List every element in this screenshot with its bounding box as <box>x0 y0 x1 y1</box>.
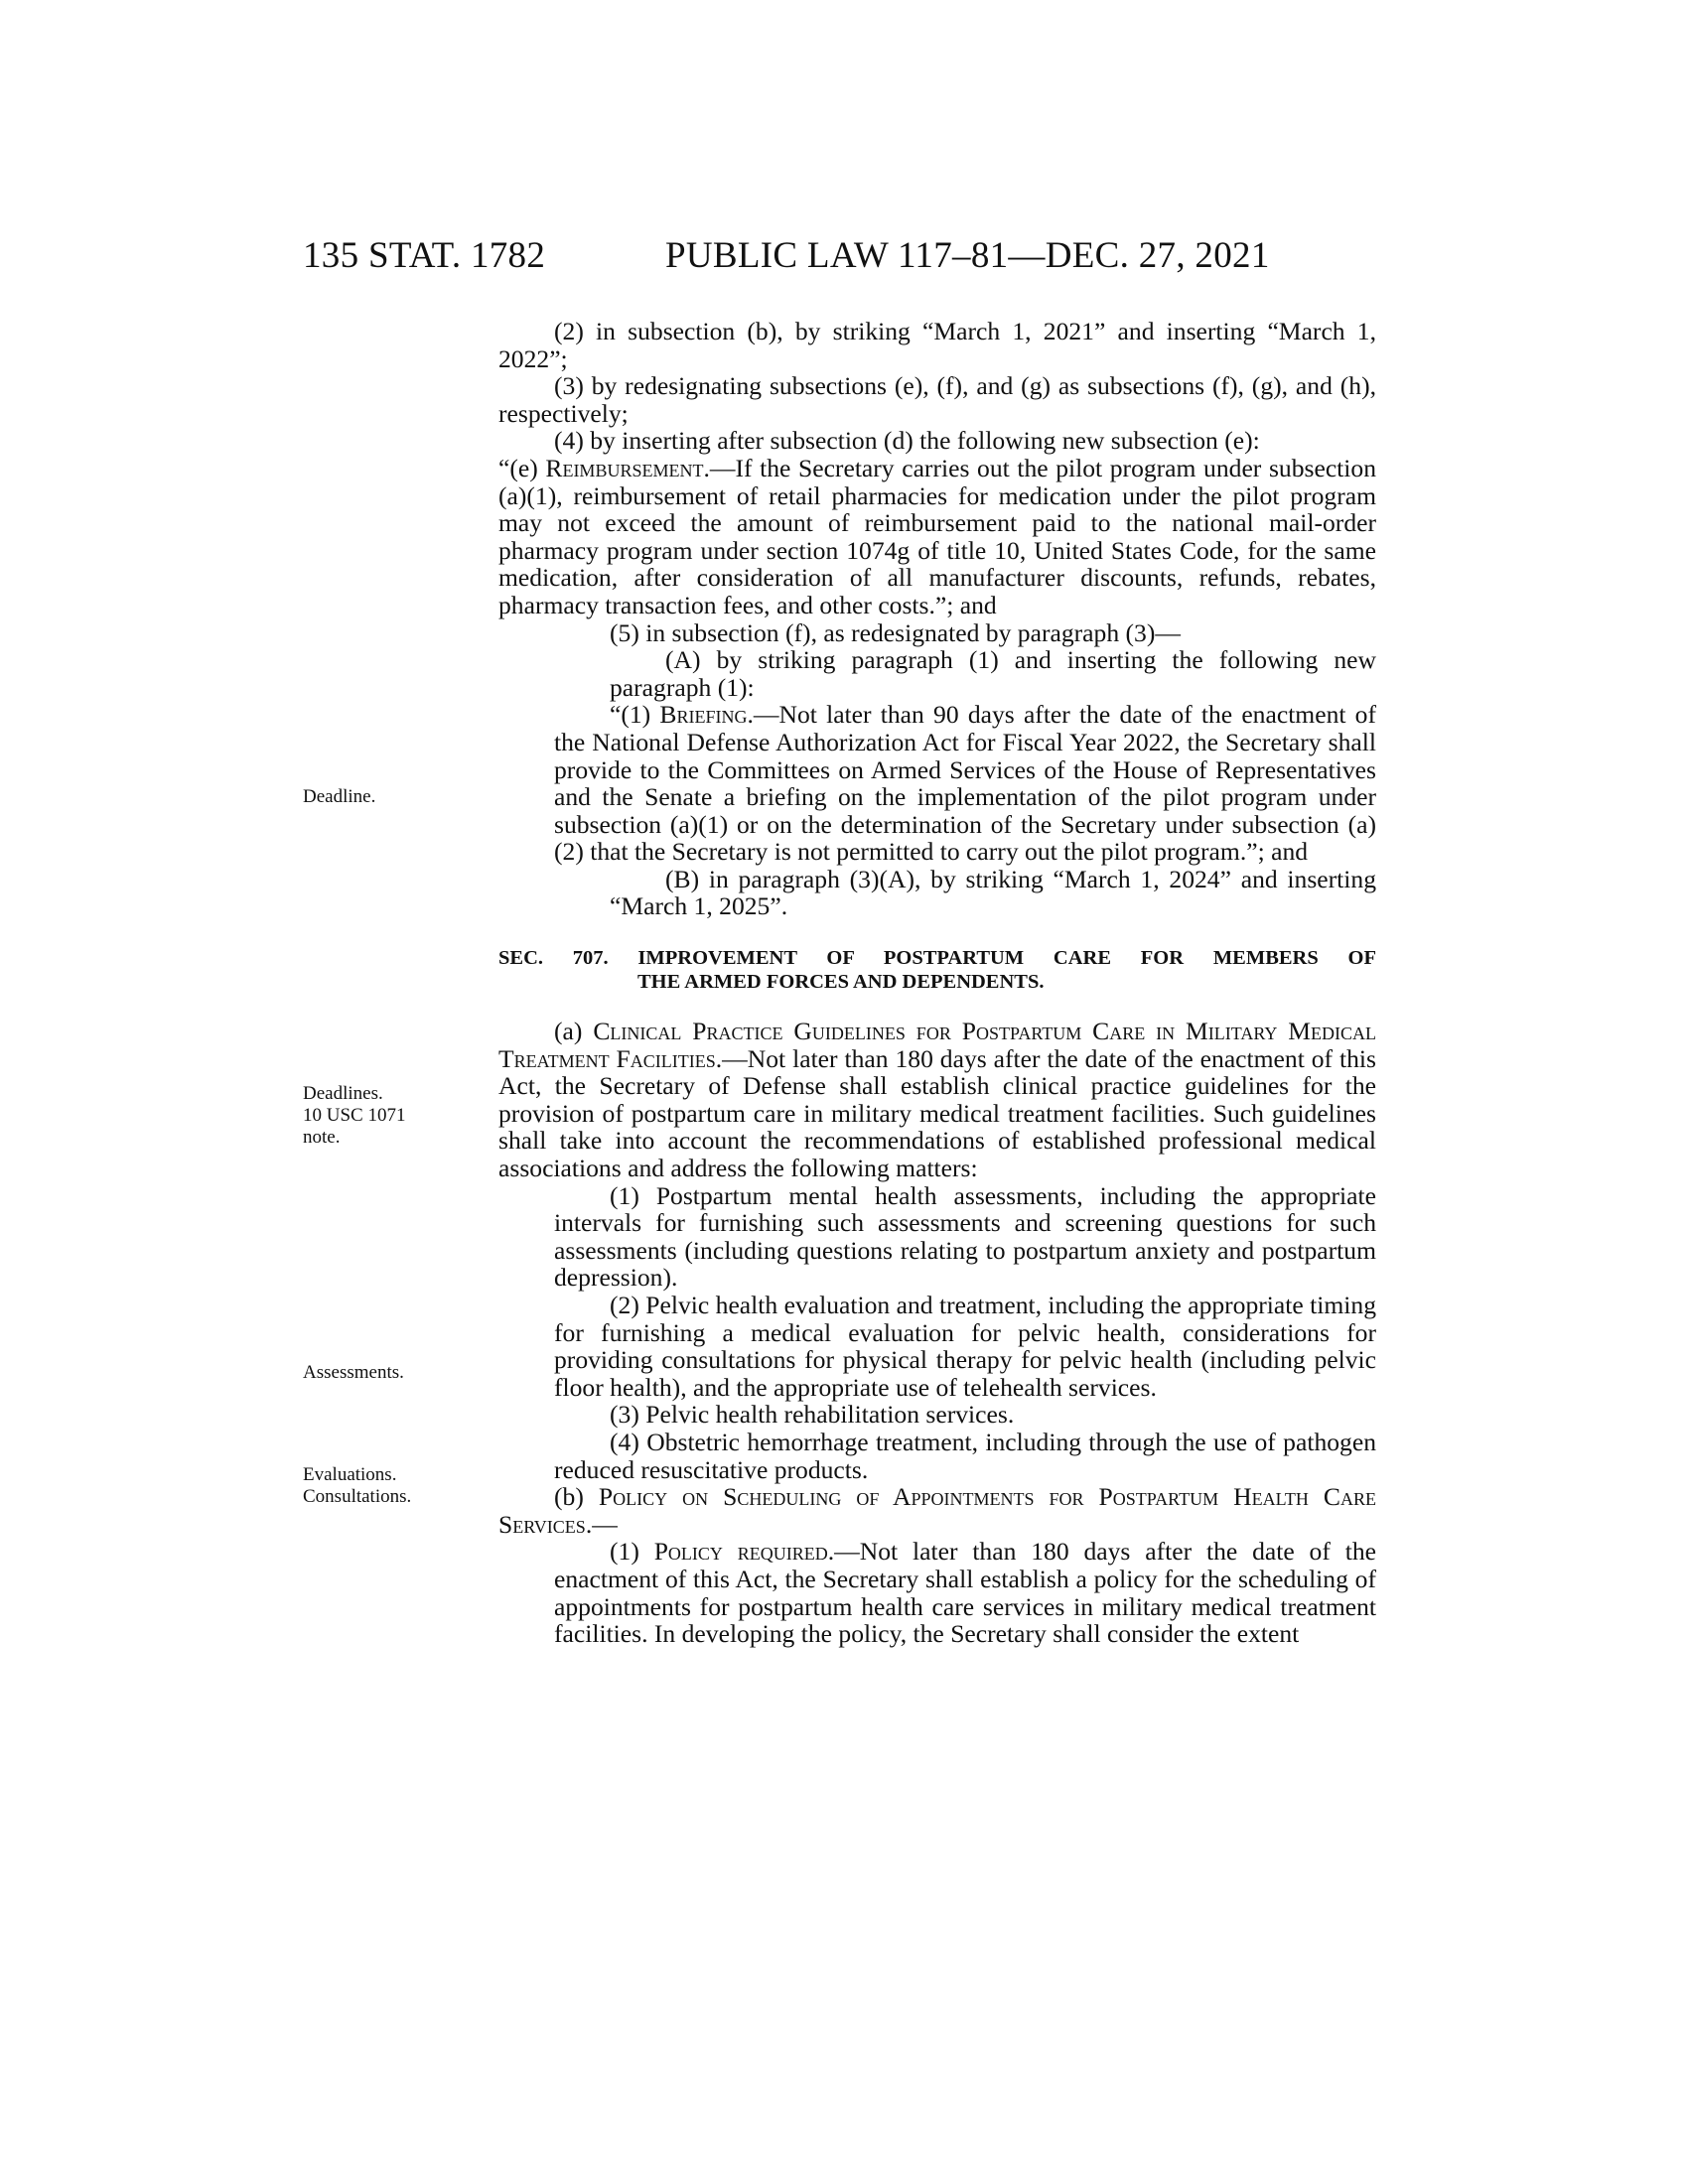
subsection-b-heading: Policy on Scheduling of Appointments for Postpartum Health Care Services <box>498 1482 1376 1539</box>
margin-note-consultations: Consultations. <box>303 1486 412 1507</box>
paragraph-5: (5) in subsection (f), as redesignated by paragraph (3)— <box>610 617 1181 647</box>
briefing-number: “(1) <box>610 700 660 730</box>
margin-note-deadline: Deadline. <box>303 786 376 807</box>
subsection-e-heading: Reimbursement <box>545 453 704 482</box>
body-text <box>498 318 1376 1648</box>
margin-note-usc: 10 USC 1071 <box>303 1105 406 1126</box>
subsection-e-number: “(e) <box>498 453 546 482</box>
briefing-text: .—Not later than 90 days after the date of the enactment of the National Defense Authorization Act for Fiscal Year 2022, the Secretary shall provide to the Committees on Armed Services of the House of Representatives and the Senate a briefing on the implementation of the pilot program under subsection (a)(1) or on the determination of the Secretary under subsection (a)(2) that the Secretary is not permitted to carry out the pilot program.”; and <box>554 700 1377 867</box>
subsection-a-item-2: (2) Pelvic health evaluation and treatment, including the appropriate timing for furnishing a medical evaluation for pelvic health, considerations for providing consultations for physical therapy for pelvic health (including pelvic floor health), and the appropriate use of telehealth services. <box>554 1291 1376 1402</box>
section-heading-line-1: SEC. 707. IMPROVEMENT OF POSTPARTUM CARE FOR MEMBERS OF <box>498 947 1376 970</box>
subsection-b-item-1 <box>498 1538 1376 1647</box>
margin-note-deadlines-label: Deadlines. <box>303 1083 383 1104</box>
margin-note-evaluations <box>303 1464 472 1508</box>
subsection-a-number: (a) <box>554 1017 594 1046</box>
section-heading <box>498 946 1376 994</box>
running-header: PUBLIC LAW 117–81—DEC. 27, 2021 <box>665 235 1270 276</box>
subsection-b-item-1-heading: Policy required <box>653 1537 828 1567</box>
subsection-b-text: .— <box>585 1509 618 1539</box>
subsection-b-item-1-text: .—Not later than 180 days after the date of the enactment of this Act, the Secretary shall establish a policy for the scheduling of appointments for postpartum health care services in military medical treatment facilities. In developing the policy, the Secretary shall consider the extent <box>554 1537 1376 1649</box>
paragraph-4: (4) by inserting after subsection (d) the following new subsection (e): <box>554 426 1260 456</box>
subsection-a-heading: Clinical Practice Guidelines for Postpartum Care in Military Medical Treatment Facilities <box>498 1017 1377 1073</box>
subsection-e <box>498 455 1376 619</box>
subsection-b <box>498 1483 1376 1538</box>
briefing-heading: Briefing <box>659 700 748 730</box>
paragraph-5-b: (B) in paragraph (3)(A), by striking “March 1, 2024” and inserting “March 1, 2025”. <box>610 864 1376 921</box>
subsection-a-item-1: (1) Postpartum mental health assessments, including the appropriate intervals for furnishing such assessments and screening questions for such assessments (including questions relating to postpartum anxiety and postpartum depression). <box>554 1180 1376 1293</box>
subsection-a-item-3: (3) Pelvic health rehabilitation services. <box>610 1400 1015 1430</box>
subsection-e-text: .—If the Secretary carries out the pilot program under subsection (a)(1), reimbursement of retail pharmacies for medication under the pilot program may not exceed the amount of reimbursement paid to the national mail-order pharmacy program under section 1074g of title 10, United States Code, for the same medication, after consideration of all manufacturer discounts, refunds, rebates, pharmacy transaction fees, and other costs.”; and <box>498 453 1376 619</box>
margin-note-evaluations-label: Evaluations. <box>303 1464 397 1485</box>
margin-note-note: note. <box>303 1127 341 1148</box>
subsection-a <box>498 1018 1376 1182</box>
page-number: 135 STAT. 1782 <box>303 235 546 276</box>
subsection-a-text: .—Not later than 180 days after the date of the enactment of this Act, the Secretary of Defense shall establish clinical practice guidelines for the provision of postpartum care in military medical treatment facilities. Such guidelines shall take into account the recommendations of established professional medical associations and address the following matters: <box>498 1043 1376 1183</box>
subsection-a-item-4: (4) Obstetric hemorrhage treatment, including through the use of pathogen reduced resuscitative products. <box>554 1427 1376 1484</box>
subsection-b-number: (b) <box>554 1482 599 1512</box>
subsection-b-item-1-number: (1) <box>610 1537 654 1567</box>
paragraph-5-a: (A) by striking paragraph (1) and inserting the following new paragraph (1): <box>610 645 1376 702</box>
paragraph-2: (2) in subsection (b), by striking “March 1, 2021” and inserting “March 1, 2022”; <box>498 317 1376 373</box>
briefing-paragraph <box>498 701 1376 866</box>
margin-note-assessments: Assessments. <box>303 1362 404 1383</box>
margin-note-deadlines <box>303 1083 472 1149</box>
section-heading-line-2: THE ARMED FORCES AND DEPENDENTS. <box>637 971 1045 994</box>
paragraph-3: (3) by redesignating subsections (e), (f), and (g) as subsections (f), (g), and (h), respectively; <box>498 371 1376 428</box>
